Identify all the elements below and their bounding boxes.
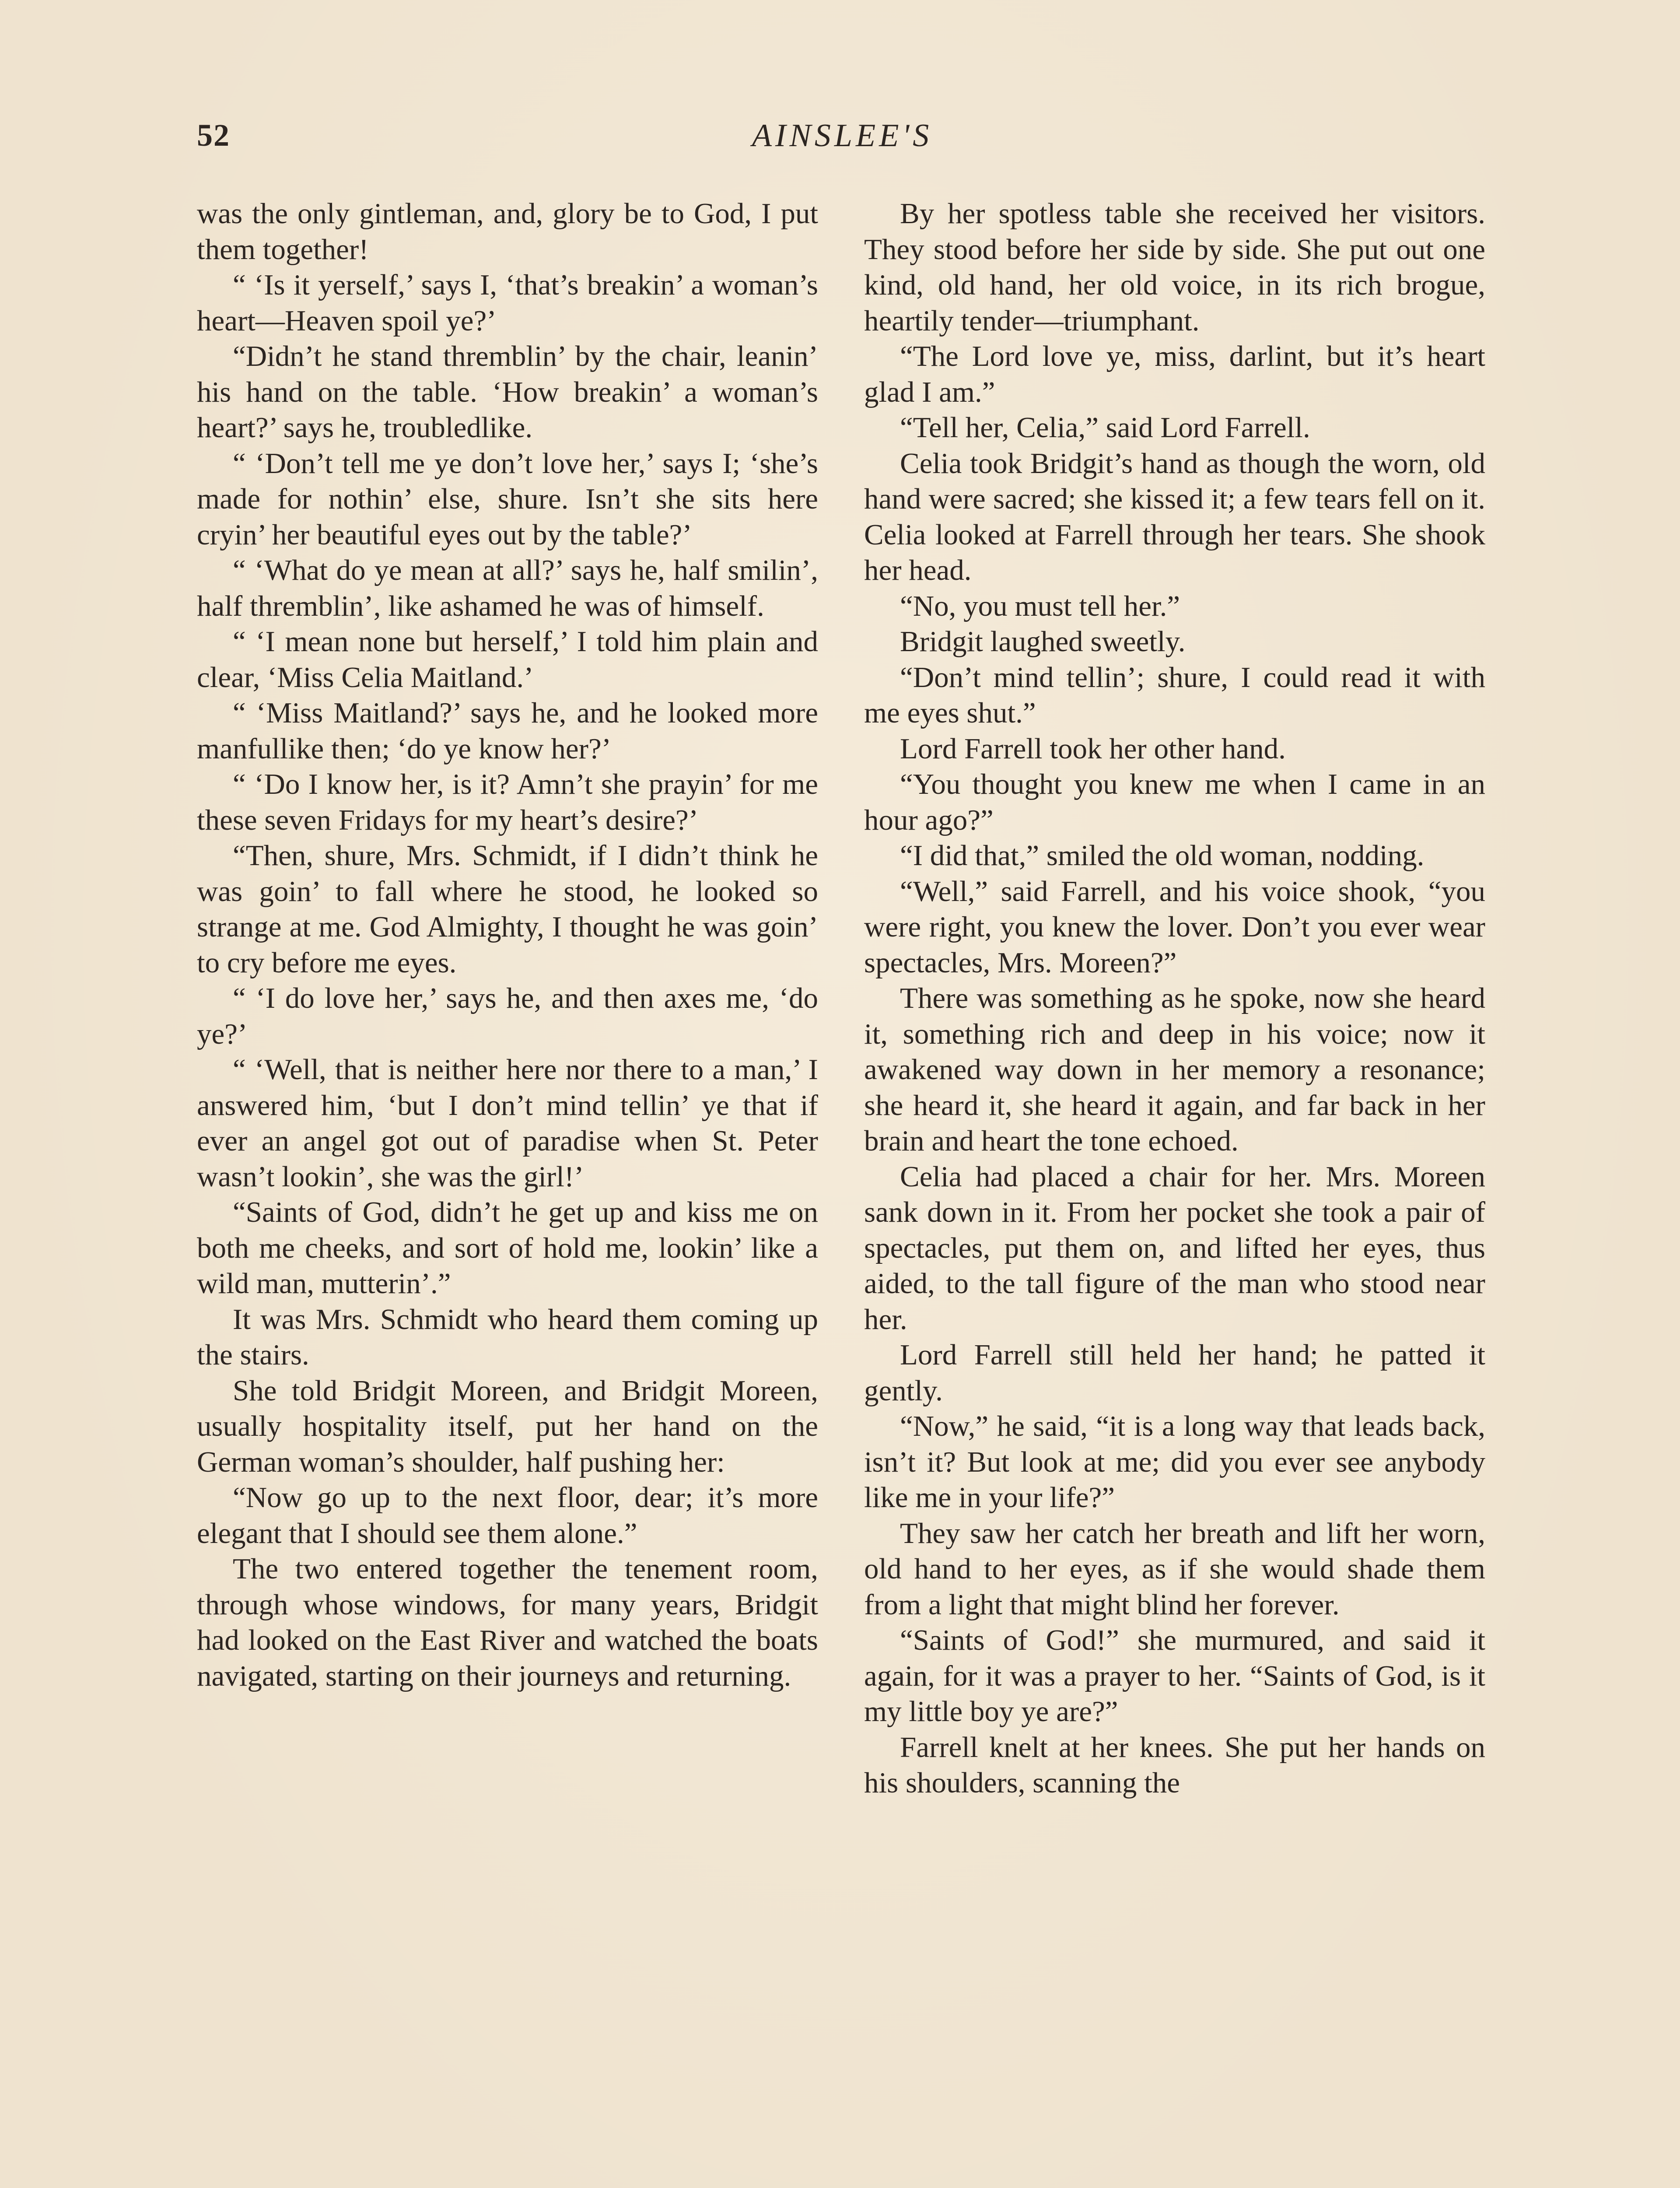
paragraph: “Tell her, Celia,” said Lord Farrell. [900, 411, 1310, 444]
page-header [197, 117, 1488, 165]
paragraph: “Saints of God!” she murmured, and said it again, for it was a prayer to her. “Saints of God, is it my little boy ye are?” [864, 1624, 1485, 1728]
paragraph: “ ‘Is it yerself,’ says I, ‘that’s breakin’ a woman’s heart—Heaven spoil ye?’ [197, 269, 818, 337]
paragraph: “The Lord love ye, miss, darlint, but it’s heart glad I am.” [864, 340, 1485, 408]
paragraph: “Now go up to the next floor, dear; it’s more elegant that I should see them alone.” [197, 1481, 818, 1550]
paragraph: Lord Farrell took her other hand. [900, 732, 1286, 765]
paragraph: There was something as he spoke, now she heard it, something rich and deep in his voice; now it awakened way down in her memory a resonance; she heard it, she heard it again, and far back in her brain and heart the tone echoed. [864, 982, 1485, 1157]
paragraph: “ ‘Do I know her, is it? Amn’t she prayin’ for me these seven Fridays for my heart’s desire?’ [197, 768, 818, 836]
paragraph: “ ‘Don’t tell me ye don’t love her,’ says I; ‘she’s made for nothin’ else, shure. Isn’t she sits here cryin’ her beautiful eyes out by the table?’ [197, 447, 818, 551]
paragraph: By her spotless table she received her visitors. They stood before her side by side. She put out one kind, old hand, her old voice, in its rich brogue, heartily tender—triumphant. [864, 197, 1485, 337]
paragraph: “No, you must tell her.” [900, 589, 1180, 622]
paragraph: “ ‘I do love her,’ says he, and then axes me, ‘do ye?’ [197, 982, 818, 1050]
paragraph: “ ‘What do ye mean at all?’ says he, half smilin’, half thremblin’, like ashamed he was of himself. [197, 554, 818, 622]
paragraph: was the only gintleman, and, glory be to God, I put them together! [197, 197, 818, 266]
paragraph: Farrell knelt at her knees. She put her hands on his shoulders, scanning the [864, 1731, 1485, 1799]
paragraph: Lord Farrell still held her hand; he patted it gently. [864, 1339, 1485, 1407]
paragraph: The two entered together the tenement room, through whose windows, for many years, Bridgit had looked on the East River and watched the boats navigated, starting on their journeys and returning. [197, 1553, 818, 1692]
paragraph: “I did that,” smiled the old woman, nodding. [900, 839, 1424, 872]
right-column [864, 196, 1485, 1801]
paragraph: “Saints of God, didn’t he get up and kiss me on both me cheeks, and sort of hold me, lookin’ like a wild man, mutterin’.” [197, 1196, 818, 1300]
running-head: AINSLEE'S [752, 118, 933, 154]
left-column [197, 196, 818, 1694]
paragraph: It was Mrs. Schmidt who heard them coming up the stairs. [197, 1303, 818, 1371]
paragraph: “Well,” said Farrell, and his voice shook, “you were right, you knew the lover. Don’t you ever wear spectacles, Mrs. Moreen?” [864, 875, 1485, 979]
paragraph: “Now,” he said, “it is a long way that leads back, isn’t it? But look at me; did you ever see anybody like me in your life?” [864, 1410, 1485, 1514]
paragraph: “You thought you knew me when I came in an hour ago?” [864, 768, 1485, 836]
paragraph: Bridgit laughed sweetly. [900, 625, 1186, 658]
page-number: 52 [197, 118, 230, 153]
paragraph: “ ‘I mean none but herself,’ I told him plain and clear, ‘Miss Celia Maitland.’ [197, 625, 818, 694]
paragraph: Celia had placed a chair for her. Mrs. Moreen sank down in it. From her pocket she took a pair of spectacles, put them on, and lifted her eyes, thus aided, to the tall figure of the man who stood near her. [864, 1160, 1485, 1336]
paragraph: “Didn’t he stand thremblin’ by the chair, leanin’ his hand on the table. ‘How breakin’ a woman’s heart?’ says he, troubledlike. [197, 340, 818, 444]
paragraph: “Then, shure, Mrs. Schmidt, if I didn’t think he was goin’ to fall where he stood, he looked so strange at me. God Almighty, I thought he was goin’ to cry before me eyes. [197, 839, 818, 979]
paragraph: They saw her catch her breath and lift her worn, old hand to her eyes, as if she would shade them from a light that might blind her forever. [864, 1517, 1485, 1621]
paragraph: “ ‘Well, that is neither here nor there to a man,’ I answered him, ‘but I don’t mind tellin’ ye that if ever an angel got out of paradise when St. Peter wasn’t lookin’, she was the girl!’ [197, 1053, 818, 1193]
paragraph: She told Bridgit Moreen, and Bridgit Moreen, usually hospitality itself, put her hand on the German woman’s shoulder, half pushing her: [197, 1374, 818, 1478]
paragraph: “Don’t mind tellin’; shure, I could read it with me eyes shut.” [864, 661, 1485, 729]
paragraph: Celia took Bridgit’s hand as though the worn, old hand were sacred; she kissed it; a few tears fell on it. Celia looked at Farrell through her tears. She shook her head. [864, 447, 1485, 586]
paragraph: “ ‘Miss Maitland?’ says he, and he looked more manfullike then; ‘do ye know her?’ [197, 697, 818, 765]
